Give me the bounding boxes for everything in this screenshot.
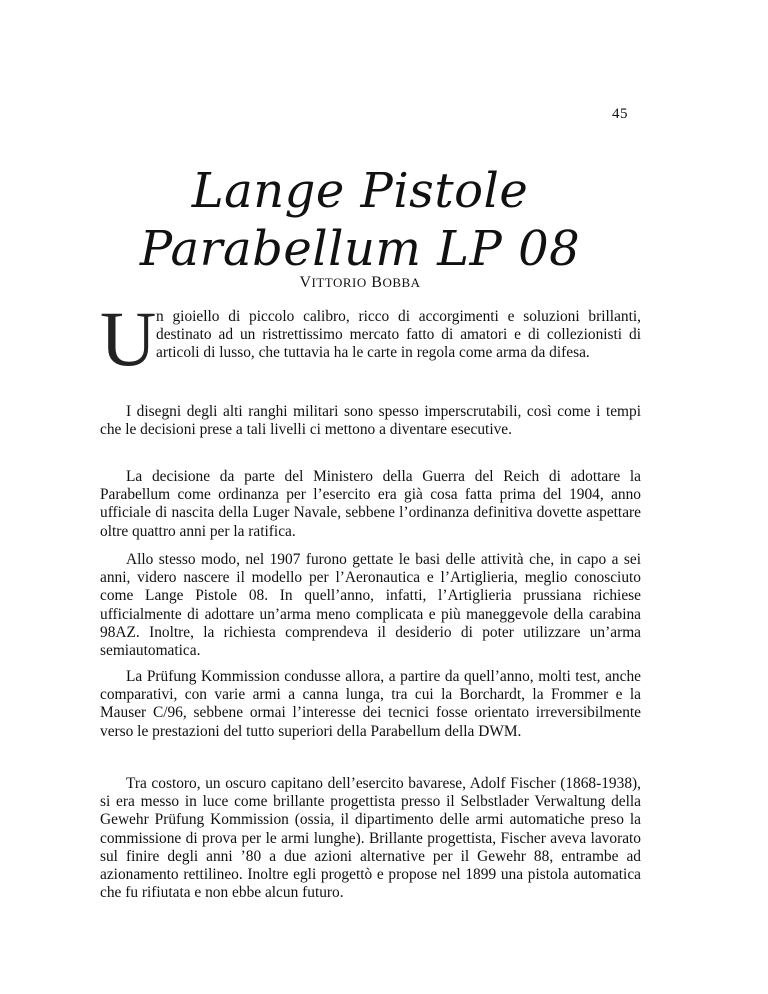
article-title-line-1: Lange Pistole xyxy=(191,163,529,219)
body-paragraph-5: Tra costoro, un oscuro capitano dell’esercito bavarese, Adolf Fischer (1868-1938), si era messo in luce come brillante progettista presso il Selbstlader Verwaltung della Gewehr Prüfung Kommission (ossia, il dipartimento delle armi automatiche preso la commissione di prova per le armi lunghe). Brillante progettista, Fischer aveva lavorato sul finire degli anni ’80 a due azioni alternative per il Gewehr 88, entrambe ad azionamento rettilineo. Inoltre egli progettò e propose nel 1899 una pistola automatica che fu rifiutata e non ebbe alcun futuro. xyxy=(100,775,641,902)
body-paragraph-4: La Prüfung Kommission condusse allora, a partire da quell’anno, molti test, anche comparativi, con varie armi a canna lunga, tra cui la Borchardt, la Frommer e la Mauser C/96, sebbene ormai l’interesse dei tecnici fosse orientato irreversibilmente verso le prestazioni del tutto superiori della Parabellum della DWM. xyxy=(100,668,641,740)
intro-paragraph: n gioiello di piccolo calibro, ricco di accorgimenti e soluzioni brillanti, destinato ad un ristrettissimo mercato fatto di amatori e di collezionisti di articoli di lusso, che tuttavia ha le carte in regola come arma da difesa. xyxy=(156,308,641,362)
body-paragraph-3: Allo stesso modo, nel 1907 furono gettate le basi delle attività che, in capo a sei anni, videro nascere il modello per l’Aeronautica e l’Artiglieria, meglio conosciuto come Lange Pistole 08. In quell’anno, infatti, l’Artiglieria prussiana richiese ufficialmente di adottare un’arma meno complicata e più maneggevole della carabina 98AZ. Inoltre, la richiesta comprendeva il desiderio di poter utilizzare un’arma semiautomatica. xyxy=(100,551,641,660)
drop-cap: U xyxy=(100,295,157,382)
author-name xyxy=(100,274,620,292)
body-paragraph-1: I disegni degli alti ranghi militari sono spesso imperscrutabili, così come i tempi che le decisioni prese a tali livelli ci mettono a diventare esecutive. xyxy=(100,403,641,439)
author-first-initial: V xyxy=(299,274,312,291)
author-last-initial: B xyxy=(371,274,383,291)
author-first-rest: ITTORIO xyxy=(311,275,367,290)
page-number: 45 xyxy=(612,106,628,122)
author-last-rest: OBBA xyxy=(382,275,421,290)
body-paragraph-2: La decisione da parte del Ministero della Guerra del Reich di adottare la Parabellum come ordinanza per l’esercito era già cosa fatta prima del 1904, anno ufficiale di nascita della Luger Navale, sebbene l’ordinanza definitiva dovette aspettare oltre quattro anni per la ratifica. xyxy=(100,468,641,540)
article-title-line-2: Parabellum LP 08 xyxy=(139,221,581,277)
